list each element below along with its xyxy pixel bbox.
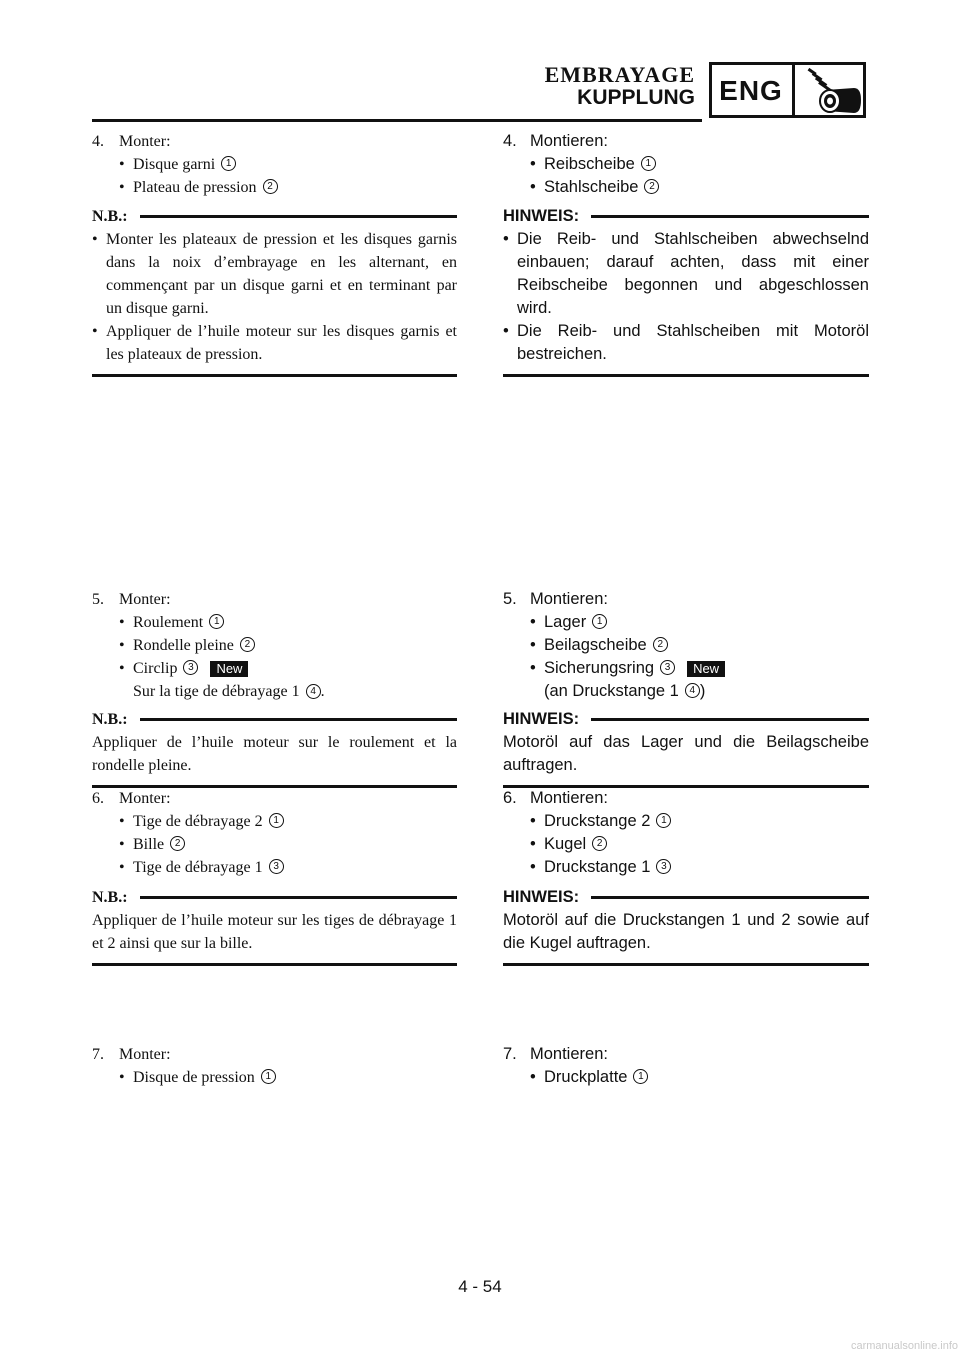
de-step-4: 4. Montieren: • Reibscheibe 1 • Stahlscheibe 2 <box>503 130 869 199</box>
list-item: • Bille 2 <box>119 833 457 856</box>
note-rule <box>591 718 869 721</box>
de-note-4: HINWEIS: • Die Reib- und Stahlscheiben abwechselnd einbauen; darauf achten, dass mit einer Reibscheibe begonnen und abgeschlossen wird. • Die Reib- und Stahlscheiben mit Motoröl bestreichen. <box>503 205 869 377</box>
fr-step-6: 6. Monter: • Tige de débrayage 2 1 • Bille 2 • Tige de débrayage 1 3 <box>92 787 457 879</box>
de-note-6: HINWEIS: Motoröl auf die Druckstangen 1 und 2 sowie auf die Kugel auftragen. <box>503 886 869 966</box>
note-end-rule <box>92 963 457 966</box>
ref-number: 1 <box>592 614 607 629</box>
list-item: • Rondelle pleine 2 <box>119 634 457 657</box>
note-end-rule <box>92 374 457 377</box>
step-number: 4. <box>92 133 104 150</box>
note-rule <box>591 215 869 218</box>
fr-note-4 <box>92 205 457 377</box>
de-step-7: 7. Montieren: • Druckplatte 1 <box>503 1043 869 1089</box>
list-item: • Reibscheibe 1 <box>530 153 869 176</box>
ref-number: 4 <box>306 684 321 699</box>
watermark: carmanualsonline.info <box>850 1340 958 1352</box>
list-item: • Druckplatte 1 <box>530 1066 869 1089</box>
note-end-rule <box>503 963 869 966</box>
fr-note-5: N.B.: Appliquer de l’huile moteur sur le roulement et la rondelle pleine. <box>92 708 457 788</box>
ref-number: 1 <box>633 1069 648 1084</box>
note-text: Motoröl auf das Lager und die Beilagscheibe auftragen. <box>503 733 869 774</box>
page-number: 4 - 54 <box>458 1277 502 1296</box>
ref-number: 4 <box>685 683 700 698</box>
ref-number: 2 <box>170 836 185 851</box>
list-item: • Plateau de pression 2 <box>119 176 457 199</box>
note-text: Appliquer de l’huile moteur sur le roulement et la rondelle pleine. <box>92 734 457 774</box>
list-item: • Druckstange 1 3 <box>530 856 869 879</box>
new-part-badge: New <box>687 661 725 677</box>
step-sub-note: (an Druckstange 1 4 ) <box>544 682 706 700</box>
list-item: • Roulement 1 <box>119 611 457 634</box>
note-rule <box>140 215 457 218</box>
new-part-badge: New <box>210 661 248 677</box>
list-item: • Lager 1 <box>530 611 869 634</box>
fr-step-4 <box>92 130 457 199</box>
list-item: • Kugel 2 <box>530 833 869 856</box>
header-rule <box>92 119 702 122</box>
de-step-6: 6. Montieren: • Druckstange 2 1 • Kugel 2 • Druckstange 1 3 <box>503 787 869 879</box>
de-note-5: HINWEIS: Motoröl auf das Lager und die Beilagscheibe auftragen. <box>503 708 869 788</box>
section-code: ENG <box>719 75 783 106</box>
note-end-rule <box>503 374 869 377</box>
ref-number: 1 <box>261 1069 276 1084</box>
fr-step-5: 5. Monter: • Roulement 1 • Rondelle pleine 2 • Circlip 3 New Sur la tige de débrayage 1 4 . <box>92 588 457 703</box>
section-title-de: KUPPLUNG <box>577 86 695 109</box>
ref-number: 1 <box>656 813 671 828</box>
list-item: • Disque de pression 1 <box>119 1066 457 1089</box>
list-item: • Tige de débrayage 2 1 <box>119 810 457 833</box>
note-label: N.B.: <box>92 208 128 225</box>
note-text: Appliquer de l’huile moteur sur les tiges de débrayage 1 et 2 ainsi que sur la bille. <box>92 912 457 952</box>
ref-number: 1 <box>221 156 236 171</box>
ref-number: 2 <box>592 836 607 851</box>
ref-number: 2 <box>263 179 278 194</box>
note-rule <box>140 896 457 899</box>
step-sub-note: Sur la tige de débrayage 1 4 . <box>133 683 325 700</box>
note-bullet: • Die Reib- und Stahlscheiben abwechselnd einbauen; darauf achten, dass mit einer Reibscheibe begonnen und abgeschlossen wird. <box>503 230 869 317</box>
step-label: Monter: <box>119 133 171 150</box>
section-title-fr: EMBRAYAGE <box>544 62 695 87</box>
note-rule <box>591 896 869 899</box>
list-item: • Druckstange 2 1 <box>530 810 869 833</box>
note-bullet: • Appliquer de l’huile moteur sur les disques garnis et les plateaux de pression. <box>92 323 457 363</box>
ref-number: 2 <box>240 637 255 652</box>
section-tab-divider <box>792 62 795 118</box>
note-rule <box>140 718 457 721</box>
note-bullet: • Monter les plateaux de pression et les disques garnis dans la noix d’embrayage en les alternant, en commençant par un disque garni et en terminant par un disque garni. <box>92 231 457 317</box>
ref-number: 3 <box>660 660 675 675</box>
ref-number: 2 <box>644 179 659 194</box>
list-item: • Disque garni 1 <box>119 153 457 176</box>
ref-number: 1 <box>269 813 284 828</box>
ref-number: 3 <box>269 859 284 874</box>
list-item: • Sicherungsring 3 New <box>530 657 869 680</box>
list-item: • Circlip 3 New <box>119 657 457 680</box>
list-item: • Stahlscheibe 2 <box>530 176 869 199</box>
ref-number: 1 <box>209 614 224 629</box>
de-step-5: 5. Montieren: • Lager 1 • Beilagscheibe 2 • Sicherungsring 3 New (an Druckstange 1 4 ) <box>503 588 869 703</box>
ref-number: 2 <box>653 637 668 652</box>
ref-number: 3 <box>183 660 198 675</box>
engine-piston-icon <box>800 66 862 116</box>
note-text: Motoröl auf die Druckstangen 1 und 2 sowie auf die Kugel auftragen. <box>503 911 869 952</box>
list-item: • Tige de débrayage 1 3 <box>119 856 457 879</box>
list-item: • Beilagscheibe 2 <box>530 634 869 657</box>
fr-step-7: 7. Monter: • Disque de pression 1 <box>92 1043 457 1089</box>
note-bullet: • Die Reib- und Stahlscheiben mit Motoröl bestreichen. <box>503 322 869 363</box>
fr-note-6: N.B.: Appliquer de l’huile moteur sur les tiges de débrayage 1 et 2 ainsi que sur la bille. <box>92 886 457 966</box>
ref-number: 3 <box>656 859 671 874</box>
ref-number: 1 <box>641 156 656 171</box>
